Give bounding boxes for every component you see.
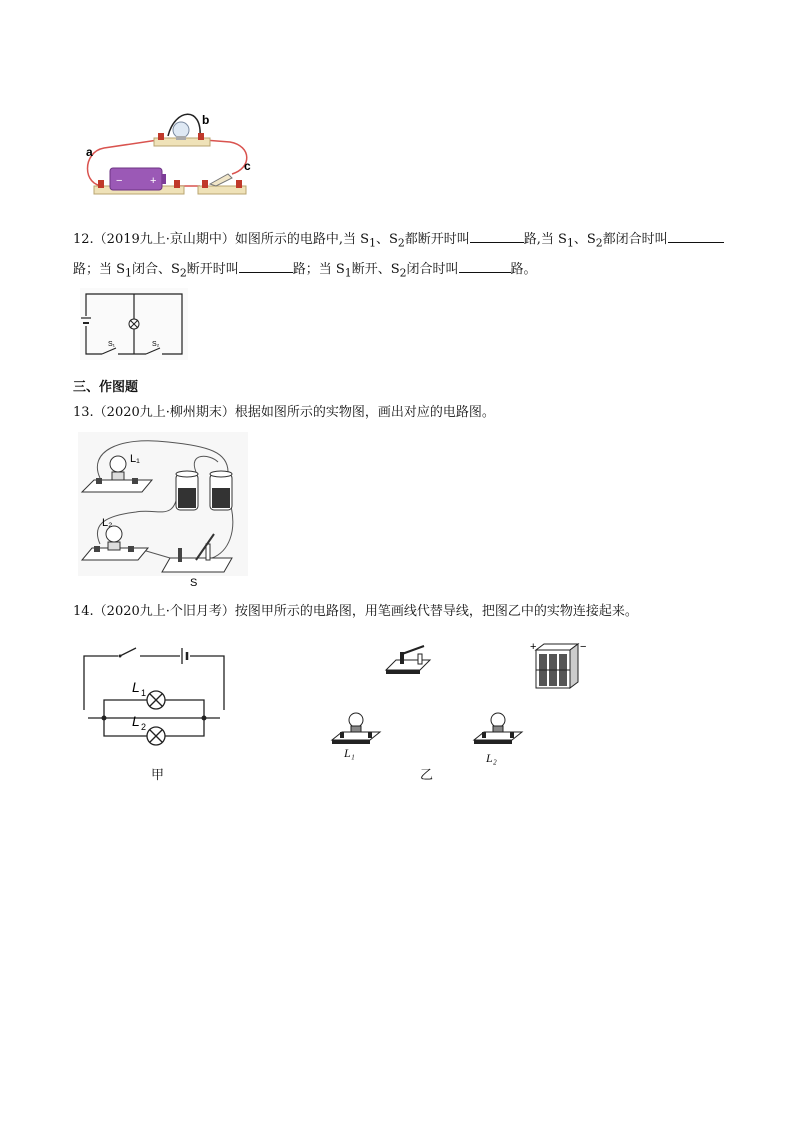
figure-q14-battery-object [530,640,592,692]
schematic-l2-label: L [132,713,140,729]
figure-q14-schematic [80,640,230,744]
switch-s2-label: S₂ [152,341,160,348]
figure-circuit-top [80,108,260,200]
question-14-text: 14.（2020九上·个旧月考）按图甲所示的电路图，用笔画线代替导线，把图乙中的实物连接起来。 [73,604,638,619]
answer-blank-1[interactable] [470,230,524,243]
question-12-line-2: 路；当 $S_1$闭合、$S_2$断开时叫 路；当 $S_1$断开、$S_2$闭合时叫 路。 [73,262,537,280]
battery-plus-label: + [530,641,537,653]
lamp-l2-label: L₂ [102,517,113,529]
question-13-text: 13.（2020九上·柳州期末）根据如图所示的实物图，画出对应的电路图。 [73,405,495,420]
object-l2-label: L₂ [486,751,497,765]
figure-q12-circuit [80,288,188,360]
svg-text:2: 2 [141,722,147,732]
figure-q14-lamp-l1-object [330,710,384,746]
switch-s-label: S [190,577,198,589]
answer-blank-4[interactable] [459,260,511,273]
figure-q14-lamp-l2-object [472,710,526,746]
schematic-l1-label: L [132,679,140,695]
caption-yi: 乙 [420,768,434,783]
svg-text:1: 1 [141,688,147,698]
answer-blank-2[interactable] [668,230,724,243]
label-c: c [244,159,251,173]
label-b: b [202,113,210,127]
switch-s1-label: S₁ [108,341,116,348]
battery-minus-label: − [580,641,587,653]
answer-blank-3[interactable] [239,260,293,273]
figure-q14-switch-object [384,640,432,676]
battery-minus-label: − [116,175,123,187]
lamp-l1-label: L₁ [130,453,140,465]
object-l1-label: L₁ [344,746,355,760]
question-12-line-1: 12.（2019九上·京山期中）如图所示的电路中,当 $S_1$、$S_2$都断开时叫 路,当 $S_1$、$S_2$都闭合时叫 [73,230,724,252]
battery-plus-label: + [150,175,157,187]
figure-q13-physical [78,432,248,589]
label-a: a [86,145,93,159]
section-heading: 三、作图题 [73,380,139,395]
caption-jia: 甲 [151,768,165,783]
